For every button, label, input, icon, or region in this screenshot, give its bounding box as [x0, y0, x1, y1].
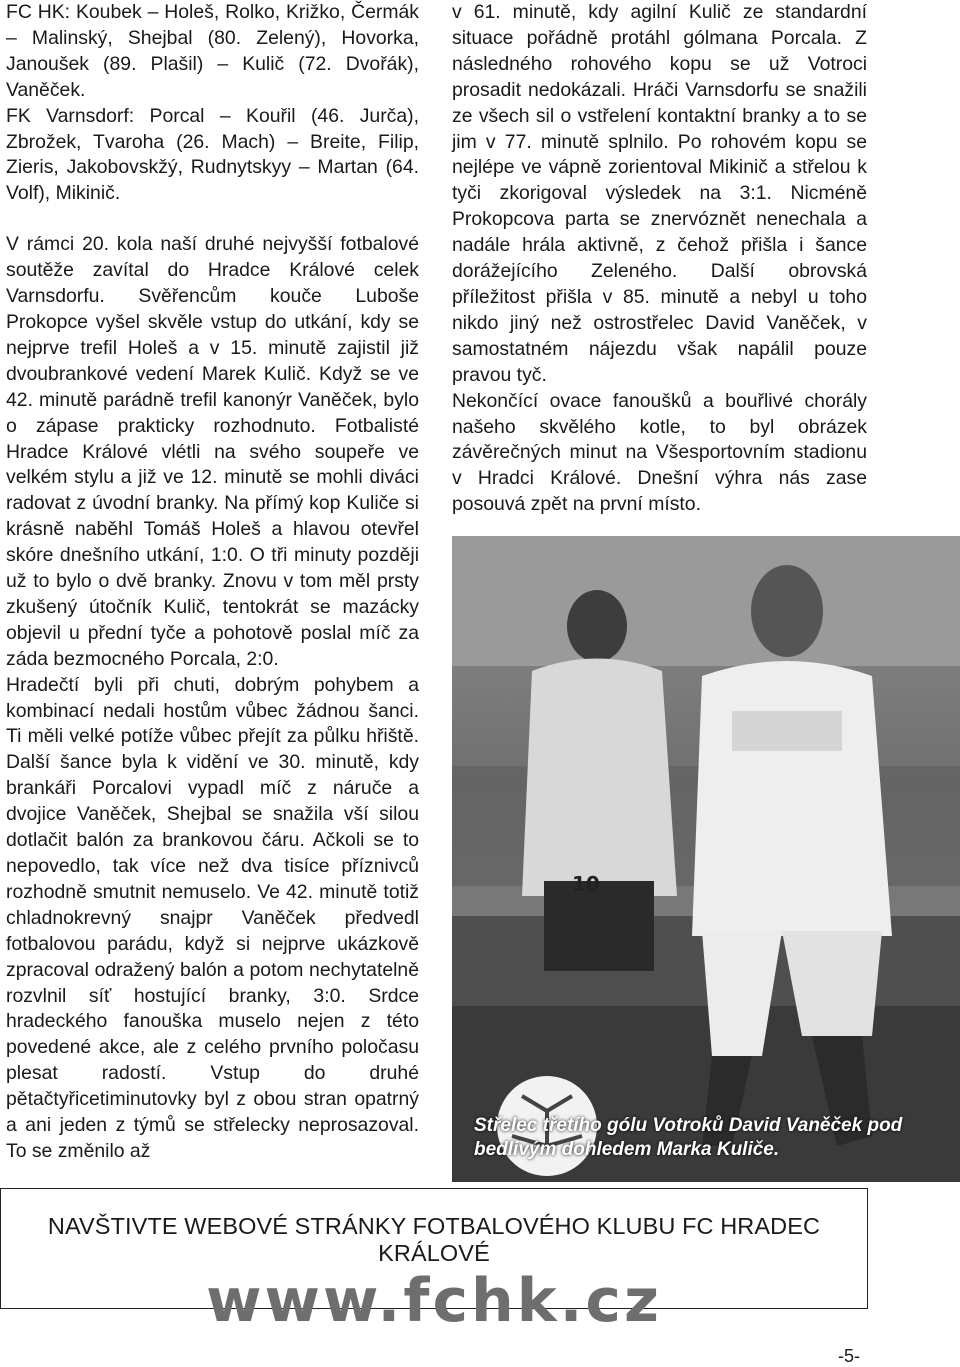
article-paragraph: V rámci 20. kola naší druhé nejvyšší fotbalové soutěže zavítal do Hradce Králové celek Varnsdorfu. Svěřencům kouče Luboše Prokopce vyšel skvěle vstup do utkání, kdy se nejprve trefil Holeš a v 15. minutě zajistil již dvoubrankové vedení Marek Kulič. Když se ve 42. minutě parádně trefil kanonýr Vaněček, bylo o zápase prakticky rozhodnuto. Fotbalisté Hradce Králové vlétli na svého soupeře ve velkém stylu a již ve 12. minutě se mohli diváci radovat z úvodní branky. Na přímý kop Kuliče si krásně naběhl Tomáš Holeš a hlavou otevřel skóre dnešního utkání, 1:0. O tři minuty později už to bylo o dvě branky. Znovu v tom měl prsty zkušený útočník Kulič, tentokrát se mazácky objevil u přední tyče a pohotově poslal míč za záda bezmocného Porcala, 2:0. — [6, 233, 419, 670]
jersey-number: 10 — [572, 872, 600, 896]
article-left-column — [6, 0, 419, 1165]
page-number: -5- — [838, 1346, 860, 1366]
match-photo — [452, 536, 960, 1182]
website-promo-box — [0, 1188, 868, 1336]
lineup-fk-varnsdorf: FK Varnsdorf: Porcal – Kouřil (46. Jurča), Zbrožek, Tvaroha (26. Mach) – Breite, Filip, Zieris, Jakobovskžý, Rudnytskyy – Martan (64. Volf), Mikinič. — [6, 104, 419, 205]
photo-caption: Střelec třetího gólu Votroků David Vaněček pod bedlivým dohledem Marka Kuliče. — [474, 1115, 903, 1160]
article-paragraph: v 61. minutě, kdy agilní Kulič ze standardní situace pořádně protáhl gólmana Porcala. Z následného rohového kopu se už Votroci prosadit nedokázali. Hráči Varnsdorfu se snažili ze všech sil o vstřelení kontaktní branky a to se jim v 77. minutě splnilo. Po rohovém kopu se nejlépe ve vápně zorientoval Mikinič a střelou k tyči zkorigoval výsledek na 3:1. Nicméně Prokopcova parta se znervóznět nenechala a nadále hrála aktivně, z čehož přišla i šance dorážejícího Zeleného. Další obrovská příležitost přišla v 85. minutě a nebyl u toho nikdo jiný než ostrostřelec David Vaněček, v samostatném nájezdu však napálil pouze pravou tyč. — [452, 1, 867, 386]
promo-text: NAVŠTIVTE WEBOVÉ STRÁNKY FOTBALOVÉHO KLUBU FC HRADEC KRÁLOVÉ — [47, 1213, 821, 1266]
article-paragraph: Hradečtí byli při chuti, dobrým pohybem a kombinací nedali hostům vůbec žádnou šanci. Ti měli velké potíže vůbec přejít za půlku hřiště. Další šance byla k vidění ve 30. minutě, kdy brankáři Porcalovi vypadl míč z náruče a dvojice Vaněček, Shejbal se snažila vší silou dotlačit balón za brankovou čáru. Ačkoli se to nepovedlo, tak více než dva tisíce příznivců rozhodně smutnit nemuselo. Ve 42. minutě totiž chladnokrevný snajpr Vaněček předvedl fotbalovou parádu, když si nejprve ukázkově zpracoval odražený balón a potom nechytatelně rozvlnil síť hostující branky, 3:0. Srdce hradeckého fanouška muselo nejen z této povedené akce, ale z celého prvního poločasu plesat radostí. Vstup do druhé pětačtyřicetiminutovky byl z obou stran opatrný a ani jeden z týmů se střelecky neprosazoval. To se změnilo až — [6, 673, 419, 1162]
players-illustration — [452, 536, 960, 1182]
article-right-column — [452, 0, 867, 518]
website-url-link[interactable]: www.fchk.cz — [206, 1266, 662, 1336]
article-paragraph: Nekončící ovace fanoušků a bouřlivé chorály našeho skvělého kotle, to byl obrázek závěrečných minut na Všesportovním stadionu v Hradci Králové. Dnešní výhra nás zase posouvá zpět na první místo. — [452, 389, 867, 516]
lineup-fc-hk: FC HK: Koubek – Holeš, Rolko, Križko, Čermák – Malinský, Shejbal (80. Zelený), Hovorka, Janoušek (89. Plašil) – Kulič (72. Dvořák), Vaněček. — [6, 1, 419, 101]
